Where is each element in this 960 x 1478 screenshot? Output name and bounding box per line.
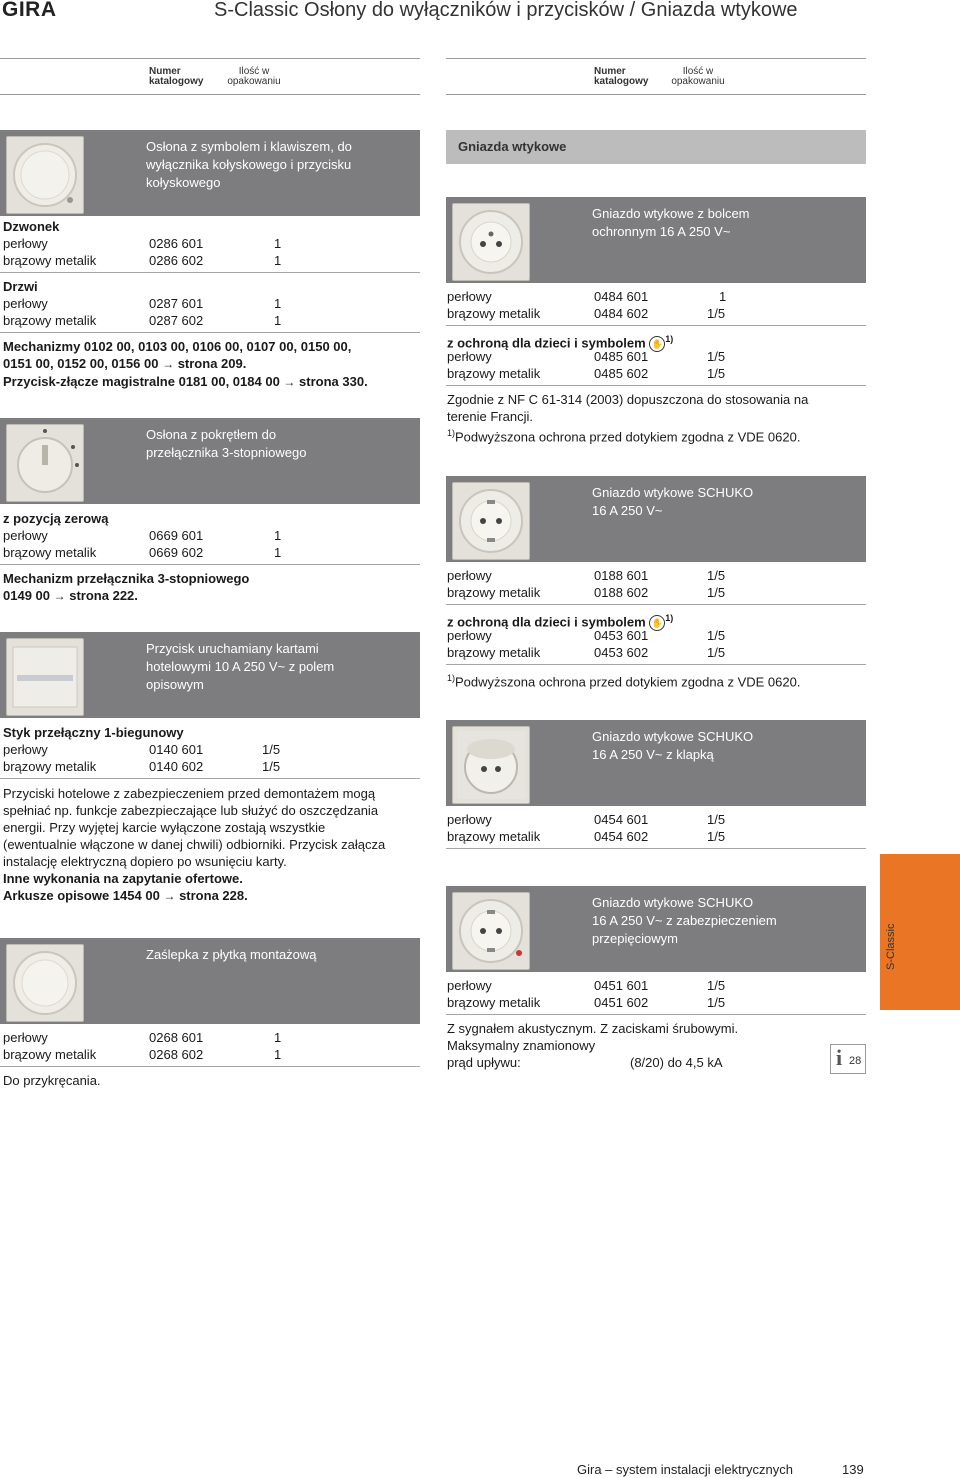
schuko-flap-image — [452, 726, 530, 804]
schuko-surge-image — [452, 892, 530, 970]
info-reference[interactable] — [830, 1044, 866, 1074]
footnote: $^{1)}$Podwyższona ochrona przed dotykiem zgodna z VDE 0620. — [447, 428, 801, 445]
separator — [0, 1066, 420, 1067]
table-row: perłowy 0484 601 1 — [447, 289, 727, 304]
col-header-qty-right: Ilość w opakowaniu — [671, 66, 725, 87]
separator — [0, 272, 420, 273]
subsection-child-protection: z ochroną dla dzieci i symbolem ✋ $^{1)}$ — [447, 334, 674, 351]
table-row: brązowy metalik 0286 602 1 — [3, 253, 282, 268]
table-row: brązowy metalik 0484 602 1/5 — [447, 306, 726, 321]
table-row: brązowy metalik 0451 602 1/5 — [447, 995, 726, 1010]
surge-notes: Z sygnałem akustycznym. Z zaciskami śrubowymi. Maksymalny znamionowy prąd upływu: (8/20) do 4,5 kA — [447, 1021, 739, 1070]
socket-pin-title: Gniazdo wtykowe z bolcem ochronnym 16 A 250 V~ — [592, 206, 750, 239]
separator — [0, 332, 420, 333]
schuko-title: Gniazdo wtykowe SCHUKO 16 A 250 V~ — [592, 485, 754, 518]
product-bar-rotary-cover — [0, 418, 420, 504]
product-bar-schuko-flap — [446, 720, 866, 806]
table-row: brązowy metalik 0669 602 1 — [3, 545, 282, 560]
hotel-card-description: Przyciski hotelowe z zabezpieczeniem przed demontażem mogą spełniać np. funkcje zabezpieczające lub służyć do oszczędzania energii. Przy wyjętej karcie wyłączone zostają wszystkie (ewentualnie włączone w danej chwili) odbiorniki. Przycisk załącza instalację elektryczną dopiero po wsunięciu karty. — [3, 786, 386, 869]
table-row: brązowy metalik 0268 602 1 — [3, 1047, 282, 1062]
table-row: perłowy 0286 601 1 — [3, 236, 282, 251]
socket-pin-image — [452, 203, 530, 281]
rotary-cover-title: Osłona z pokrętłem do przełącznika 3-stopniowego — [146, 427, 307, 460]
table-row: brązowy metalik 0485 602 1/5 — [447, 366, 726, 381]
child-protection-icon: ✋ — [649, 336, 665, 352]
separator — [446, 664, 866, 665]
side-tab-label: S-Classic — [885, 923, 897, 970]
page-number: 139 — [842, 1462, 864, 1477]
side-tab[interactable] — [880, 854, 960, 1010]
table-row: perłowy 0454 601 1/5 — [447, 812, 726, 827]
table-row: perłowy 0485 601 1/5 — [447, 349, 726, 364]
footnote: $^{1)}$Podwyższona ochrona przed dotykiem zgodna z VDE 0620. — [447, 673, 801, 690]
hotel-card-title: Przycisk uruchamiany kartami hotelowymi 10 A 250 V~ z polem opisowym — [146, 641, 335, 692]
table-row: perłowy 0669 601 1 — [3, 528, 282, 543]
header-rule-right — [446, 58, 866, 59]
table-row: perłowy 0188 601 1/5 — [447, 568, 726, 583]
rocker-cover-image — [6, 136, 84, 214]
subsection-zero-position: z pozycją zerową — [3, 511, 109, 526]
product-bar-blank-cover — [0, 938, 420, 1024]
blank-cover-image — [6, 944, 84, 1022]
socket-pin-note: Zgodnie z NF C 61-314 (2003) dopuszczona do stosowania na terenie Francji. — [447, 392, 809, 424]
page-title: S-Classic Osłony do wyłączników i przycisków / Gniazda wtykowe — [214, 0, 798, 21]
separator — [0, 778, 420, 779]
product-bar-hotel-card — [0, 632, 420, 718]
child-protection-icon: ✋ — [649, 615, 665, 631]
product-bar-schuko — [446, 476, 866, 562]
separator — [446, 848, 866, 849]
table-row: perłowy 0268 601 1 — [3, 1030, 282, 1045]
table-row: brązowy metalik 0453 602 1/5 — [447, 645, 726, 660]
hotel-card-switch-image — [6, 638, 84, 716]
rotary-cover-image — [6, 424, 84, 502]
p2-notes: Mechanizm przełącznika 3-stopniowego 0149 00 → strona 222. — [3, 571, 250, 603]
blank-cover-note: Do przykręcania. — [3, 1073, 101, 1088]
header-rule-left — [0, 58, 420, 59]
subsection-child-protection: z ochroną dla dzieci i symbolem ✋ $^{1)}$ — [447, 613, 674, 630]
info-page-number: 28 — [849, 1055, 862, 1067]
schuko-surge-title: Gniazdo wtykowe SCHUKO 16 A 250 V~ z zabezpieczeniem przepięciowym — [592, 895, 777, 946]
section-title-sockets: Gniazda wtykowe — [446, 130, 866, 164]
separator — [446, 385, 866, 386]
blank-cover-title: Zaślepka z płytką montażową — [146, 947, 317, 962]
table-row: perłowy 0287 601 1 — [3, 296, 282, 311]
separator — [446, 325, 866, 326]
subsection-drzwi: Drzwi — [3, 279, 38, 294]
separator — [0, 564, 420, 565]
col-header-rule-left — [0, 94, 420, 95]
table-row: brązowy metalik 0140 602 1/5 — [3, 759, 281, 774]
table-row: brązowy metalik 0454 602 1/5 — [447, 829, 726, 844]
p1-notes: Mechanizmy 0102 00, 0103 00, 0106 00, 0107 00, 0150 00, 0151 00, 0152 00, 0156 00 → strona 209. Przycisk-złącze magistralne 0181 00, 0184 00 → strona 330. — [3, 339, 368, 389]
schuko-flap-title: Gniazdo wtykowe SCHUKO 16 A 250 V~ z klapką — [592, 729, 754, 762]
table-row: perłowy 0453 601 1/5 — [447, 628, 726, 643]
product-bar-socket-pin — [446, 197, 866, 283]
subsection-contact: Styk przełączny 1-biegunowy — [3, 725, 184, 740]
col-header-catalog-left: Numer katalogowy — [149, 66, 204, 87]
separator — [446, 1014, 866, 1015]
table-row: brązowy metalik 0287 602 1 — [3, 313, 282, 328]
col-header-catalog-right: Numer katalogowy — [594, 66, 649, 87]
schuko-socket-image — [452, 482, 530, 560]
footer-text: Gira – system instalacji elektrycznych — [577, 1462, 794, 1477]
brand-logo: GIRA — [2, 0, 57, 21]
subsection-dzwonek: Dzwonek — [3, 219, 60, 234]
col-header-rule-right — [446, 94, 866, 95]
product-bar-rocker-cover — [0, 130, 420, 216]
hotel-card-more: Inne wykonania na zapytanie ofertowe. Arkusze opisowe 1454 00 → strona 228. — [3, 871, 248, 903]
product-bar-schuko-surge — [446, 886, 866, 972]
separator — [446, 604, 866, 605]
info-icon: i — [836, 1045, 843, 1070]
table-row: brązowy metalik 0188 602 1/5 — [447, 585, 726, 600]
table-row: perłowy 0140 601 1/5 — [3, 742, 281, 757]
col-header-qty-left: Ilość w opakowaniu — [227, 66, 281, 87]
table-row: perłowy 0451 601 1/5 — [447, 978, 726, 993]
rocker-cover-title: Osłona z symbolem i klawiszem, do wyłącznika kołyskowego i przycisku kołyskowego — [146, 139, 352, 190]
